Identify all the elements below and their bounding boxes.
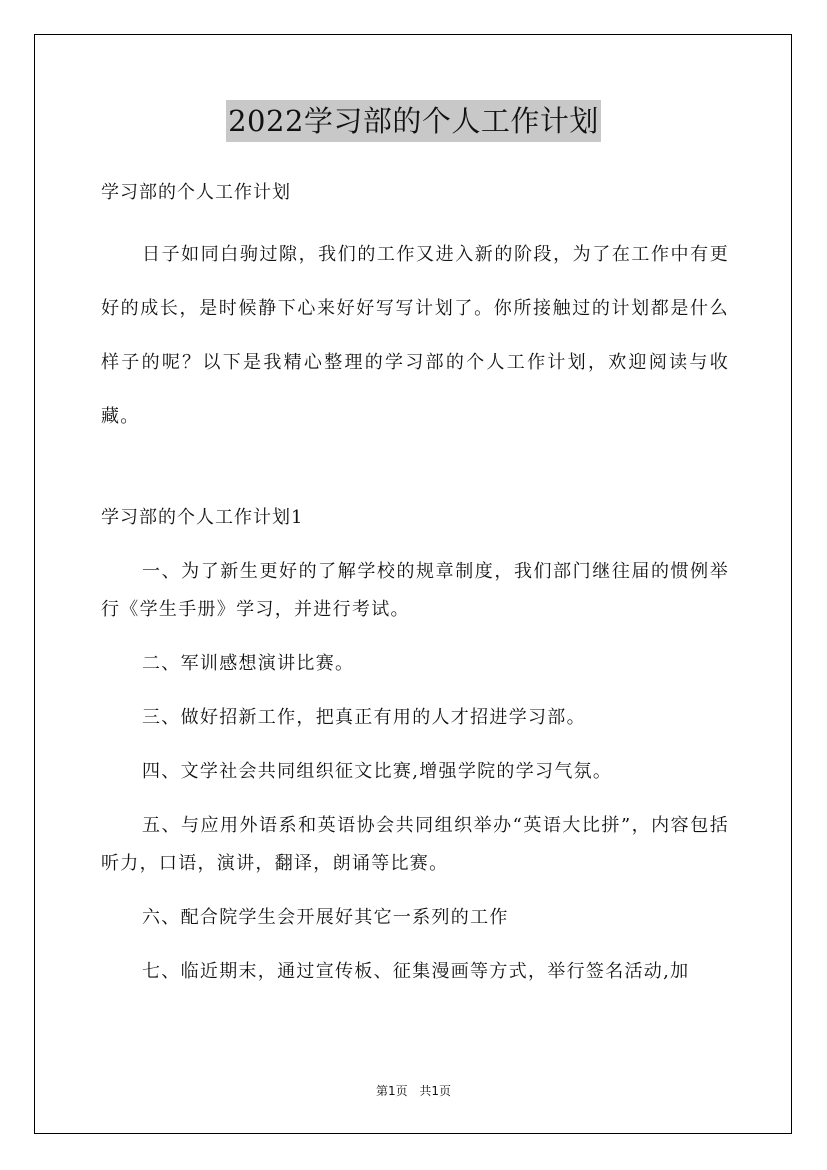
page-number: 第1页: [375, 1084, 408, 1098]
plan-item: 七、临近期末，通过宣传板、征集漫画等方式，举行签名活动,加: [142, 961, 690, 982]
section-heading: 学习部的个人工作计划1: [101, 507, 304, 528]
document-title: 2022学习部的个人工作计划: [226, 100, 601, 142]
plan-item: 五、与应用外语系和英语协会共同组织举办“英语大比拼”，内容包括听力，口语，演讲，翻译，朗诵等比赛。: [101, 815, 729, 874]
plan-item: 一、为了新生更好的了解学校的规章制度，我们部门继往届的惯例举行《学生手册》学习，并进行考试。: [101, 561, 729, 620]
plan-item: 六、配合院学生会开展好其它一系列的工作: [142, 907, 509, 928]
plan-item: 二、军训感想演讲比赛。: [142, 653, 355, 674]
plan-item-list: [101, 553, 729, 1007]
plan-item: 四、文学社会共同组织征文比赛,增强学院的学习气氛。: [142, 761, 613, 782]
page-footer: [0, 1083, 827, 1099]
document-subtitle: 学习部的个人工作计划: [101, 182, 291, 203]
page-total: 共1页: [419, 1084, 452, 1098]
title-container: [0, 100, 827, 142]
intro-paragraph: 日子如同白驹过隙，我们的工作又进入新的阶段，为了在工作中有更好的成长，是时候静下心来好好写写计划了。你所接触过的计划都是什么样子的呢？以下是我精心整理的学习部的个人工作计划，欢迎阅读与收藏。: [101, 244, 729, 427]
plan-item: 三、做好招新工作，把真正有用的人才招进学习部。: [142, 707, 586, 728]
